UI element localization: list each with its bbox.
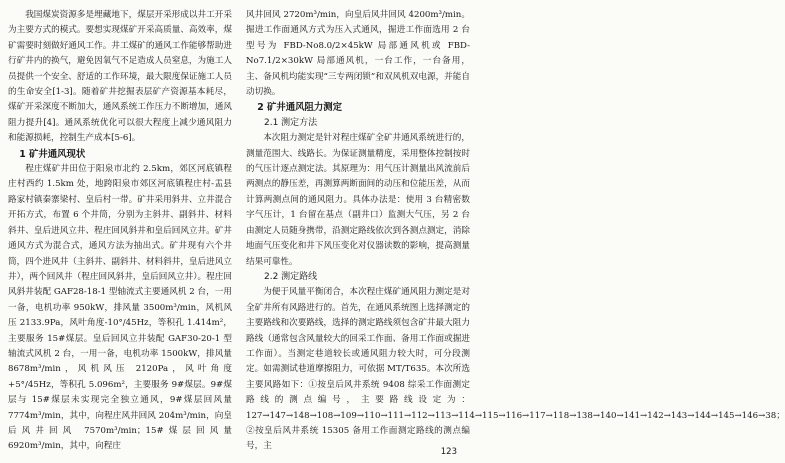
method-paragraph: 本次阻力测定是针对程庄煤矿全矿井通风系统进行的，测量范围大、线路长。为保证测量精度，采用整体控制按时的气压计逐点测定法。其原理为：用气压计测量出风流前后两测点的静压差，再测算两断面间的动压和位能压差，从而计算两测点间的通风阻力。具体办法是：使用 3 台精密数字气压计，1 台留在基点（副井口）监测大气压，另 2 台由测定人员随身携带，沿测定路线依次到各测点测定，消除地面气压变化和井下风压变化对仪器读数的影响，提高测量结果可靠性。 <box>246 133 470 267</box>
intro-paragraph: 我国煤炭资源多是埋藏地下，煤层开采形成以井工开采为主要方式的模式。要想实现煤矿开采高质量、高效率，煤矿需要时刻做好通风工作。井工煤矿的通风工作能够帮助进行矿井内的换气，避免因氧气不足造成人员窒息，为施工人员提供一个安全、舒适的工作环境，最大限度保证施工人员的生命安全[1-3]。随着矿井挖掘表层矿产资源基本耗尽，煤矿开采深度不断加大，通风系统工作压力不断增加，通风阻力提升[4]。通风系统优化可以很大程度上减少通风阻力和能源损耗，控制生产成本[5-6]。 <box>8 10 232 144</box>
left-column <box>8 8 232 455</box>
subsection-heading-method: 2.1 测定方法 <box>264 117 318 128</box>
page-number: 123 <box>440 447 457 457</box>
section-heading-ventilation-status: 1 矿井通风现状 <box>19 148 86 160</box>
mine-overview-paragraph: 程庄煤矿井田位于阳泉市北约 2.5km，郊区河底镇程庄村西约 1.5km 处，地跨阳泉市郊区河底镇程庄村-盂县路家村镇秦寨梁村、皇后村一带。矿井采用斜井、立井混合开拓方式，布置 6 个井筒，分别为主斜井、副斜井、材料斜井、皇后进风立井、程庄回风斜井和皇后回风立井。矿井通风方式为混合式，通风方法为抽出式。矿井现有六个井筒，四个进风井（主斜井、副斜井、材料斜井，皇后进风立井），两个回风井（程庄回风斜井，皇后回风立井）。程庄回风斜井装配 GAF28-18-1 型轴流式主要通风机 2 台，一用一备，电机功率 950kW，排风量 3500m³/min，风机风压 2133.9Pa，风叶角度-10°/45Hz，等积孔 1.414m²，主要服务 15#煤层。皇后回风立井装配 GAF30-20-1 型轴流式风机 2 台，一用一备，电机功率 1500kW，排风量 8678m³/min，风机风压 2120Pa，风叶角度+5°/45Hz，等积孔 5.096m²，主要服务 9#煤层。9#煤层与 15#煤层未实现完全独立通风，9#煤层回风量 7774m³/min，其中，向程庄风井回风 204m³/min，向皇后风井回风 7570m³/min；15#煤层回风量 6920m³/min，其中，向程庄 <box>8 164 232 452</box>
route-paragraph: 为便于风量平衡闭合，本次程庄煤矿通风阻力测定是对全矿井所有风路进行的。首先，在通风系统图上选择测定的主要路线和次要路线，选择的测定路线须包含矿井最大阻力路线（通常包含风量较大的回采工作面、备用工作面或掘进工作面）。当测定巷道较长或通风阻力较大时，可分段测定。如需测试巷道摩擦阻力，可依据 MT/T635。本次所选主要风路如下：①按皇后风井系统 9408 综采工作面测定路线的测点编号，主要路线设定为：127→147→148→108→109→110→111→112→113→114→115→116→117→118→138→140→141→142→143→144→145→146→38；②按皇后风井系统 15305 备用工作面测定路线的测点编号，主 <box>246 287 785 452</box>
section-heading-resistance-measurement: 2 矿井通风阻力测定 <box>257 102 343 114</box>
right-column <box>246 8 785 455</box>
subsection-heading-route: 2.2 测定路线 <box>264 271 318 282</box>
fan-config-paragraph: 风井回风 2720m³/min，向皇后风井回风 4200m³/min。掘进工作面通风方式为压入式通风，掘进工作面选用 2 台型号为 FBD-No8.0/2×45kW 局部通风机或 FBD-No7.1/2×30kW 局部通风机，一台工作，一台备用，主、备风机均能实现“三专两闭锁”和双风机双电源，并能自动切换。 <box>246 10 470 98</box>
